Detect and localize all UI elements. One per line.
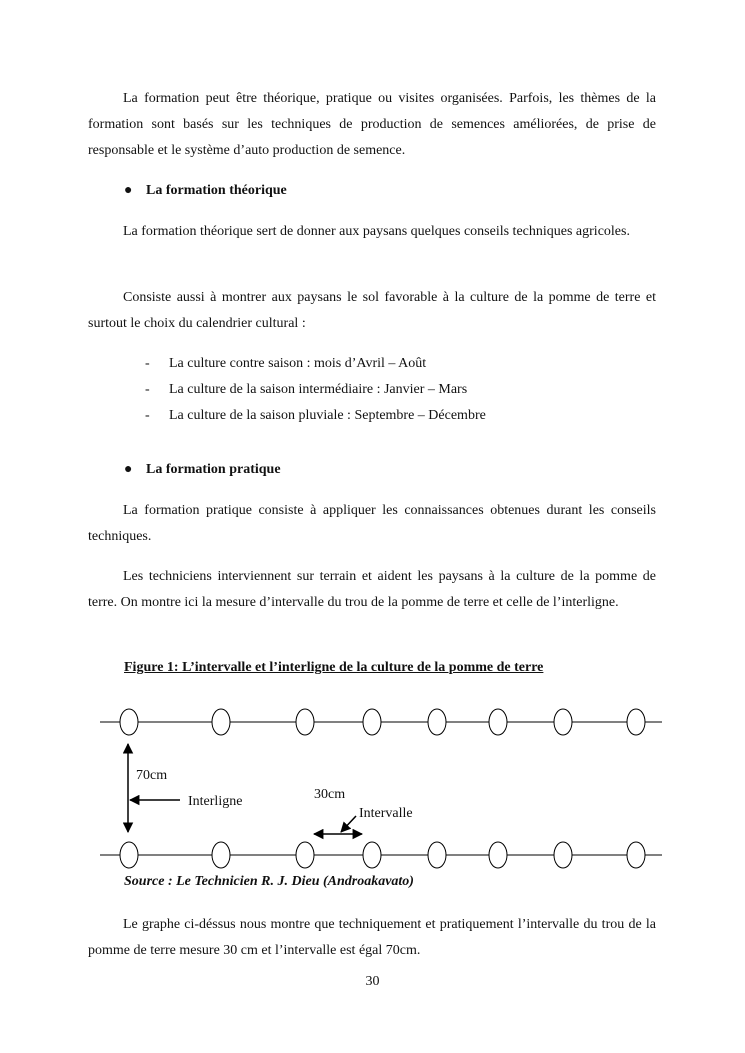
planting-hole [627, 842, 645, 868]
list-item: - La culture contre saison : mois d’Avril – Août [145, 356, 427, 371]
paragraph-theorique: La formation théorique sert de donner aux paysans quelques conseils techniques agricoles. [123, 224, 630, 239]
planting-hole [554, 842, 572, 868]
interval-pointer [341, 816, 356, 832]
planting-hole [363, 709, 381, 735]
planting-hole [120, 842, 138, 868]
planting-hole [489, 709, 507, 735]
page-number: 30 [365, 974, 380, 989]
planting-hole [296, 709, 314, 735]
planting-hole [428, 842, 446, 868]
bullet-dot-icon: ● [124, 183, 133, 198]
paragraph-pratique: La formation pratique consiste à appliquer les connaissances obtenues durant les conseils techniques. [88, 503, 656, 544]
planting-hole [489, 842, 507, 868]
planting-hole [363, 842, 381, 868]
paragraph-conclusion: Le graphe ci-déssus nous montre que techniquement et pratiquement l’intervalle du trou de la pomme de terre mesure 30 cm et l’intervalle est égal 70cm. [88, 917, 656, 958]
label-intervalle: Intervalle [359, 806, 413, 821]
planting-hole [212, 709, 230, 735]
list-item: - La culture de la saison intermédiaire : Janvier – Mars [145, 382, 468, 397]
figure-source: Source : Le Technicien R. J. Dieu (Androakavato) [124, 874, 414, 889]
planting-hole [296, 842, 314, 868]
paragraph-techniciens: Les techniciens interviennent sur terrain et aident les paysans à la culture de la pomme de terre. On montre ici la mesure d’intervalle du trou de la pomme de terre et celle de l’interligne. [88, 569, 656, 610]
planting-hole [120, 709, 138, 735]
label-70cm: 70cm [136, 768, 168, 783]
planting-hole [212, 842, 230, 868]
figure-title: Figure 1: L’intervalle et l’interligne de la culture de la pomme de terre [124, 660, 544, 675]
planting-hole [627, 709, 645, 735]
label-30cm: 30cm [314, 787, 346, 802]
bullet-label: La formation pratique [146, 462, 281, 477]
bullet-label: La formation théorique [146, 183, 287, 198]
list-item: - La culture de la saison pluviale : Septembre – Décembre [145, 408, 486, 423]
planting-hole [554, 709, 572, 735]
paragraph-intro: La formation peut être théorique, pratique ou visites organisées. Parfois, les thèmes de la formation sont basés sur les techniques de production de semences améliorées, de prise de responsable et le système d’auto production de semence. [88, 91, 656, 158]
label-interligne: Interligne [188, 794, 243, 809]
paragraph-calendrier: Consiste aussi à montrer aux paysans le sol favorable à la culture de la pomme de terre et surtout le choix du calendrier cultural : [88, 290, 656, 331]
planting-hole [428, 709, 446, 735]
bullet-dot-icon: ● [124, 462, 133, 477]
